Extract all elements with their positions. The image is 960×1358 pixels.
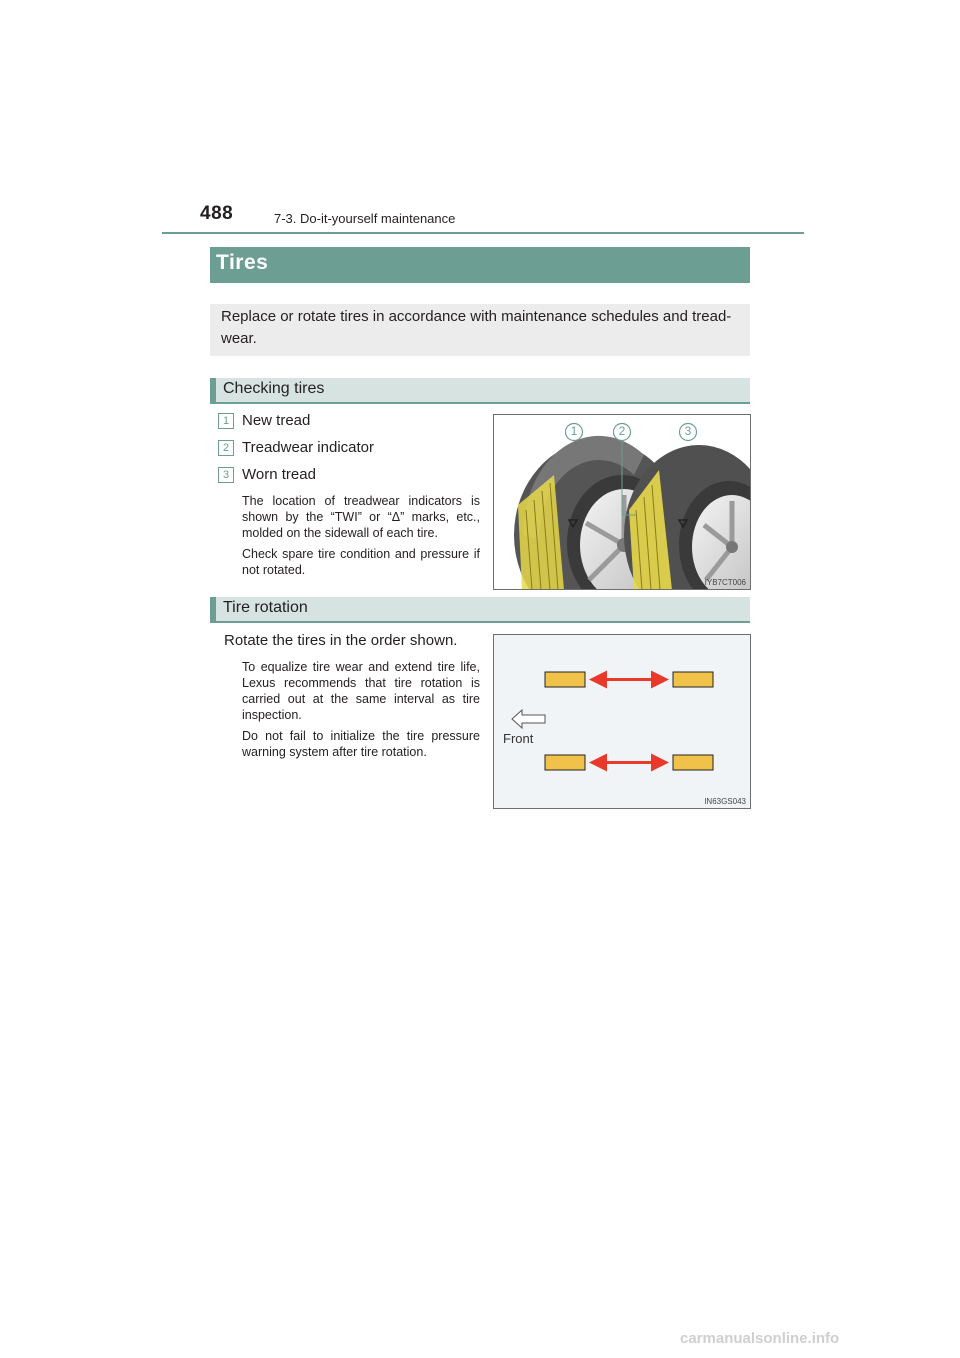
item-number-1: 1 (218, 413, 234, 429)
front-label: Front (503, 731, 534, 746)
footer-watermark: carmanualsonline.info (680, 1330, 840, 1347)
item-worn-tread: Worn tread (242, 466, 316, 483)
item-treadwear-indicator: Treadwear indicator (242, 439, 375, 456)
page-number: 488 (200, 203, 234, 224)
tire-rear-right-icon (673, 755, 713, 770)
note-initialize-tpws: Do not fail to initialize the tire pressure warning system after tire rotation. (242, 729, 480, 759)
section-checking-tires (210, 378, 750, 404)
chapter-title: 7-3. Do-it-yourself maintenance (274, 211, 456, 226)
figure-code: IYB7CT006 (704, 578, 746, 587)
tire-illustration (494, 415, 750, 589)
note-spare-tire: Check spare tire condition and pressure if not rotated. (242, 547, 480, 577)
tire-tread-figure (493, 414, 751, 590)
rotation-instruction: Rotate the tires in the order shown. (224, 632, 458, 649)
tire-front-right-icon (673, 672, 713, 687)
note-equalize-wear: To equalize tire wear and extend tire life, Lexus recommends that tire rotation is carried out at the same interval as tire inspection. (242, 660, 480, 722)
callout-1-label: 1 (570, 424, 578, 438)
front-arrow-icon (512, 710, 545, 728)
rotation-diagram (494, 635, 750, 808)
section-heading: Tire rotation (223, 599, 308, 616)
callout-3-label: 3 (684, 424, 692, 438)
item-new-tread: New tread (242, 412, 311, 429)
tire-front-left-icon (545, 672, 585, 687)
tire-rotation-figure (493, 634, 751, 809)
section-heading: Checking tires (223, 380, 325, 397)
header-divider (162, 232, 804, 234)
item-number-3: 3 (218, 467, 234, 483)
item-number-2: 2 (218, 440, 234, 456)
intro-box (210, 304, 750, 356)
figure-code: IN63GS043 (704, 797, 746, 806)
note-twi-location: The location of treadwear indicators is shown by the “TWI” or “Δ” marks, etc., molded on the sidewall of each tire. (242, 494, 480, 540)
section-tire-rotation (210, 597, 750, 623)
page-title: Tires (216, 251, 269, 274)
tire-rear-left-icon (545, 755, 585, 770)
intro-text: Replace or rotate tires in accordance with maintenance schedules and tread-wear. (221, 308, 732, 347)
callout-2-label: 2 (618, 424, 626, 438)
page-title-bar (210, 247, 750, 283)
